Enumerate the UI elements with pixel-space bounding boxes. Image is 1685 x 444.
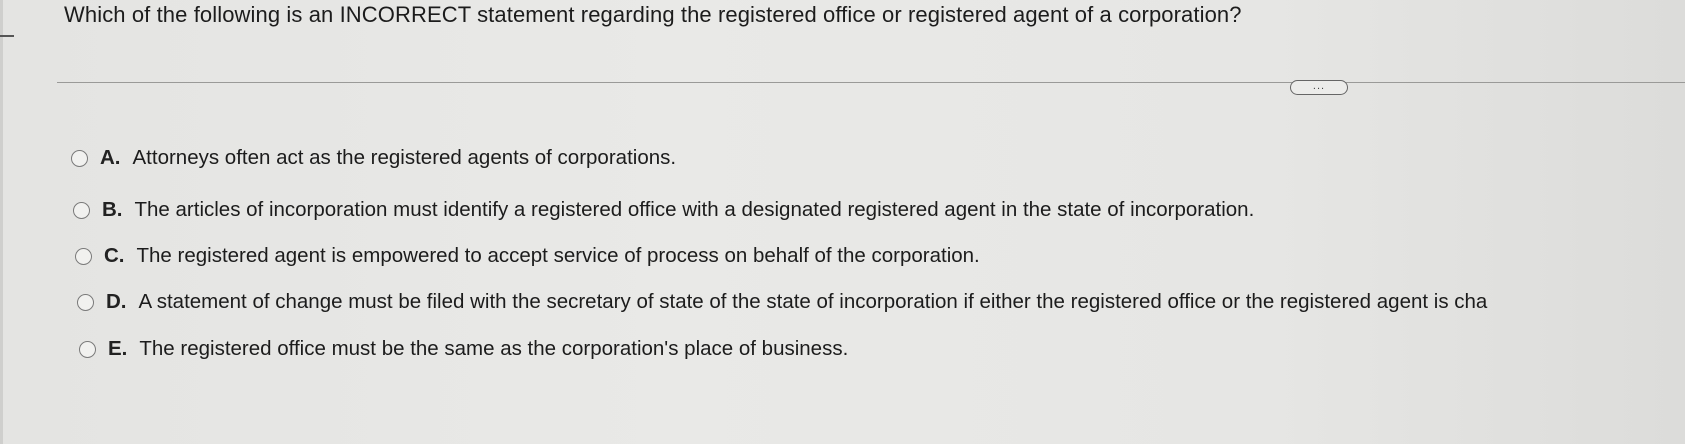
option-letter: A. bbox=[100, 146, 121, 169]
option-label: The registered office must be the same as the corporation's place of business. bbox=[139, 337, 849, 360]
option-letter: E. bbox=[108, 337, 128, 360]
option-e[interactable] bbox=[79, 337, 848, 361]
radio-button-icon[interactable] bbox=[79, 341, 96, 358]
option-b[interactable] bbox=[73, 198, 1254, 222]
option-letter: B. bbox=[102, 198, 123, 221]
option-a[interactable] bbox=[71, 146, 676, 170]
option-letter: C. bbox=[104, 244, 125, 267]
ellipsis-icon: ... bbox=[1312, 79, 1326, 92]
option-c[interactable] bbox=[75, 244, 980, 268]
option-label: Attorneys often act as the registered agents of corporations. bbox=[132, 146, 677, 169]
radio-button-icon[interactable] bbox=[71, 150, 88, 167]
option-label: A statement of change must be filed with the secretary of state of the state of incorporation if either the registered office or the registered agent is cha bbox=[138, 290, 1488, 313]
radio-button-icon[interactable] bbox=[73, 202, 90, 219]
option-d[interactable] bbox=[77, 290, 1487, 314]
option-label: The registered agent is empowered to accept service of process on behalf of the corporation. bbox=[136, 244, 980, 267]
question-text: Which of the following is an INCORRECT statement regarding the registered office or registered agent of a corporation? bbox=[64, 2, 1242, 27]
option-letter: D. bbox=[106, 290, 127, 313]
radio-button-icon[interactable] bbox=[77, 294, 94, 311]
option-label: The articles of incorporation must identify a registered office with a designated registered agent in the state of incorporation. bbox=[134, 198, 1255, 221]
radio-button-icon[interactable] bbox=[75, 248, 92, 265]
